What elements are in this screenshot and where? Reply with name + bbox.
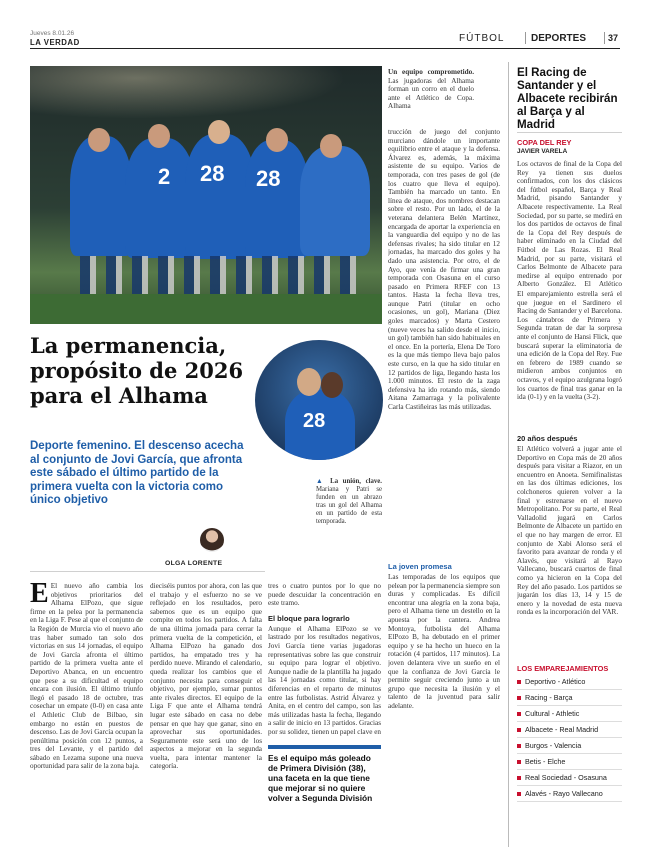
drop-cap: E (30, 582, 49, 609)
sidebar-author: JAVIER VARELA (517, 148, 568, 155)
sidebar-title: El Racing de Santander y el Albacete recibirán al Barça y al Madrid (517, 66, 618, 131)
body-col1-text: El nuevo año cambia los objetivos prioritarios del Alhama ElPozo, que sigue firme en la pelea por la permanencia en la Liga F. Pese al que el conjunto de la Región de Murcia vio el nuevo año tras haber sumado tan solo dos victorias en sus 14 jornadas, el equipo de Jovi García afronta el último partido de la primera vuelta ante el Deportivo Abanca, en un encuentro que pese a su dificultad el equipo encara con ilusión. El último triunfo llegó el pasado 18 de octubre, tras cosechar un empate (0-0) en casa ante el Athletic Club de Bilbao, sin embargo no están en puestos de descenso. Las de Jovi García ocupan la penúltima posición con 12 puntos, a tres del Levante, y el partido del sábado en Lezama supone una nueva oportunidad para salir de la zona baja. (30, 582, 143, 771)
sidebar-section-label: COPA DEL REY (517, 138, 572, 147)
header-rule (30, 48, 620, 49)
player-figure (70, 136, 132, 256)
pairing-row (517, 674, 622, 690)
author-avatar (200, 528, 224, 552)
sidebar-body-3: El Atlético volverá a jugar ante el Deportivo en Copa más de 20 años después para visitar a Riazor, en un encuentro en Anoeta. Semifinalistas en las dos últimas ediciones, los colchoneros quieren volver a la final y estrenarse en el nuevo Metropolitano. Por su parte, el Real Valladolid jugará en Carlos Belmonte de Albacete un partido en el que no hay margen de error. El conjunto de Xabi Alonso será el favorito para avanzar de ronda y el Alavés, que visitará al Rayo Vallecano, buscará cuartos de final como ya hicieron en la Copa del Rey del año pasado. Los partidos se jugarán los días 13, 14 y 15 de enero y la novedad de esta nueva ronda es la incorporación del VAR. (517, 445, 622, 617)
page-number: 37 (608, 33, 619, 43)
pairing-row (517, 738, 622, 754)
pairing-text: Deportivo - Atlético (525, 677, 586, 686)
jersey-number: 28 (200, 161, 225, 186)
photo-caption-text: Las jugadoras del Alhama forman un corro en el duelo ante el Atlético de Copa. Alhama (388, 76, 474, 111)
inset-caption-bold: La unión, clave. (330, 478, 382, 485)
article-subtitle (30, 440, 255, 508)
subtitle-lead: Deporte femenino. (30, 440, 131, 452)
pairing-text: Cultural - Athletic (525, 709, 580, 718)
body-col4-bottom: Las temporadas de los equipos que pelean por la permanencia siempre son duras y complicadas. Es difícil encontrar una alegría en la zona baja, pero el Alhama tiene un destello en la apuesta por la cantera. Andrea Montoya, futbolista del Alhama ElPozo B, ha debutado en el primer equipo y se ha hecho un hueco en la rotación (4 partidos, 117 minutos). La joven delantera vive un sueño en el que la confianza de Jovi García le permite seguir creciendo junto a un grupo que necesita la ilusión y el talento de la juventud para salir adelante. (388, 573, 500, 710)
inset-caption-text: Mariana y Patri se funden en un abrazo tras un gol del Alhama en un partido de esta temporada. (316, 486, 382, 525)
pairing-row (517, 722, 622, 738)
author-name: OLGA LORENTE (165, 560, 223, 567)
team-huddle-photo (30, 66, 382, 324)
hug-inset-photo (255, 340, 383, 460)
pairing-text: Burgos - Valencia (525, 741, 582, 750)
jersey-number: 28 (303, 410, 326, 432)
player-head (148, 124, 170, 148)
player-figure (300, 146, 370, 256)
body-column-3 (268, 582, 381, 844)
body-col4-top: trucción de juego del conjunto murciano dándole un importante equilibrio entre el ataque y la defensa. Álvarez es, además, la máxima asistente de su equipo. Varios de temporada, con tres pases de gol (de los cuatro que lleva el equipo). También ha marcado un tanto. En línea de ataque, dos nombres destacan sobre el resto. Por un lado, el de la veterana delantera Belén Martínez, encargada de aportar la experiencia en la vanguardia del equipo y no de las defensas rivales; ha sido titular en 12 jornadas, ha marcado dos goles y ha dado una asistencia. Por otro, el de Ayo, que venía de firmar una gran temporada con Osasuna en el curso pasado en Primera RFEF con 13 tantos. Hasta la fecha lleva tres, aunque Patri (titular en ocho ocasiones, un gol), Mariana (Diez goles marcados) y Marta Cestero (nueve veces ha salido desde el inicio, un gol) también han sido habituales en el once. En la portería, Elena De Toro es la que más tiempo lleva bajo palos este curso, en la que ha sido titular en 12 partidos de liga, llegando hasta los 1.000 minutos. El resto de la zaga defensiva ha ido rotando más, siendo Aitana Zamarraga y la polivalente Carla Castiñeiras las más utilizadas. (388, 128, 500, 411)
sidebar-rule (517, 132, 622, 133)
category-name: DEPORTES (531, 33, 587, 44)
pairing-text: Betis - Elche (525, 757, 566, 766)
player-head (320, 134, 342, 158)
pairing-row (517, 706, 622, 722)
sidebar-divider (508, 62, 509, 847)
masthead-name: LA VERDAD (30, 38, 80, 47)
body-column-4-continuation (388, 850, 500, 851)
photo-caption-bold: Un equipo comprometido. (388, 68, 474, 76)
pairing-row (517, 786, 622, 802)
jersey-number: 28 (256, 166, 281, 191)
subhead-promesa: La joven promesa (388, 562, 452, 571)
sidebar-body-1: Los octavos de final de la Copa del Rey ya tienen sus duelos confirmados, con los dos clásicos del fútbol español, Barça y Real Madrid, pisando Santander y Albacete respectivamente. La Real Sociedad, por su parte, se medirá en los dos partidos de octavos de final de la Copa del Rey después de haber eliminado en la Ciudad del Fútbol de Las Rozas. El Real Madrid, por su parte, visitará el Carlos Belmonte de Albacete para medirse al equipo entrenado por Alberto González. El Atlético (517, 160, 622, 288)
player-head (88, 128, 110, 152)
stadium-lights (30, 66, 382, 126)
inset-caption: ▲ La unión, clave. Mariana y Patri se funden en un abrazo tras un gol del Alhama en un partido de esta temporada. (316, 478, 382, 525)
body-col3-mid: Aunque el Alhama ElPozo se ve lastrado por los resultados negativos, Jovi García tiene varias jugadoras representativas sobre las que construir su equipo para lograr el objetivo. Aunque nadie de la plantilla ha jugado las 14 jornadas como titular, si hay diferencias en el reparto de minutos entre las futbolistas. Astrid Álvarez y Anita, en el centro del campo, son las más utilizadas hasta la fecha, llegando a salir de inicio en 13 partidos. Gracias por su solidez, tienen un papel clave en (268, 624, 381, 736)
author-rule (30, 571, 265, 572)
player-head (208, 120, 230, 144)
article-headline: La permanencia, propósito de 2026 para el Alhama (30, 333, 244, 408)
body-column-2: dieciséis puntos por ahora, con las que el trabajo y el esfuerzo no se ve reflejado en los resultados, pero sabemos que es un equipo que compite en todos los partidos. A falta de una última jornada para cerrar la primera vuelta de la competición, el Alhama ElPozo ha ganado dos partidos, ha empatado tres y ha perdido nueve. Mirando el calendario, queda realizar los cambios que el conjunto necesita para conseguir el objetivo, por ejemplo, sumar puntos ante rivales directos. El equipo de la Liga F que ante el Alhama tendrá lugar este sábado en casa no debe pensar en que hay que ganar, sino en aprovechar sus oportunidades. Seguramente este será uno de los aspectos a mejorar en la segunda vuelta, para intentar mantener la categoría. (150, 582, 262, 771)
body-col3-top: tres o cuatro puntos por lo que no puede descuidar la concentración en este tramo. (268, 582, 381, 608)
pairings-title: LOS EMPAREJAMIENTOS (517, 664, 609, 673)
pairing-row (517, 690, 622, 706)
sidebar-subhead: 20 años después (517, 434, 578, 443)
player-legs (80, 256, 360, 296)
pairing-text: Real Sociedad - Osasuna (525, 773, 607, 782)
section-name: FÚTBOL (459, 33, 505, 44)
pairing-row (517, 770, 622, 786)
pitch-grass (30, 294, 382, 324)
pairing-text: Albacete - Real Madrid (525, 725, 599, 734)
header-divider-2 (604, 32, 605, 44)
subtitle-text: El descenso acecha al conjunto de Jovi García, que afronta este sábado el último partido de la primera vuelta con la victoria como único objetivo (30, 440, 244, 506)
header-divider (525, 32, 526, 44)
pairing-row (517, 754, 622, 770)
pairing-text: Racing - Barça (525, 693, 573, 702)
date-line: Jueves 8.01.26 (30, 30, 75, 37)
photo-caption (388, 68, 474, 111)
pullquote: Es el equipo más goleado de Primera División (38), una faceta en la que tiene que mejorar si no quiere volver a Segunda División (268, 752, 373, 803)
jersey-number: 2 (158, 164, 171, 189)
pairing-text: Alavés - Rayo Vallecano (525, 789, 603, 798)
subhead-bloque: El bloque para lograrlo (268, 613, 350, 623)
sidebar-body-2: El emparejamiento estrella será el que juegue en el Sardinero el Racing de Santander y el Barcelona. Los cántabros de Primera y Segunda tratan de dar la sorpresa ante el conjunto de Hansi Flick, que buscará superar la eliminatoria de una edición de la Copa del Rey. Fue en febrero de 1989 cuando se midieron ambos conjuntos en octavos, y el equipo azulgrana logró los cuartos de final tras ganar en la ida (0-1) y en la vuelta (3-2). (517, 290, 622, 402)
player-head (266, 128, 288, 152)
player-head (321, 372, 343, 398)
body-column-4 (388, 128, 500, 844)
player-head (297, 368, 321, 396)
body-column-1 (30, 582, 143, 844)
pullquote-bar (268, 745, 381, 749)
pairings-list (517, 674, 622, 802)
